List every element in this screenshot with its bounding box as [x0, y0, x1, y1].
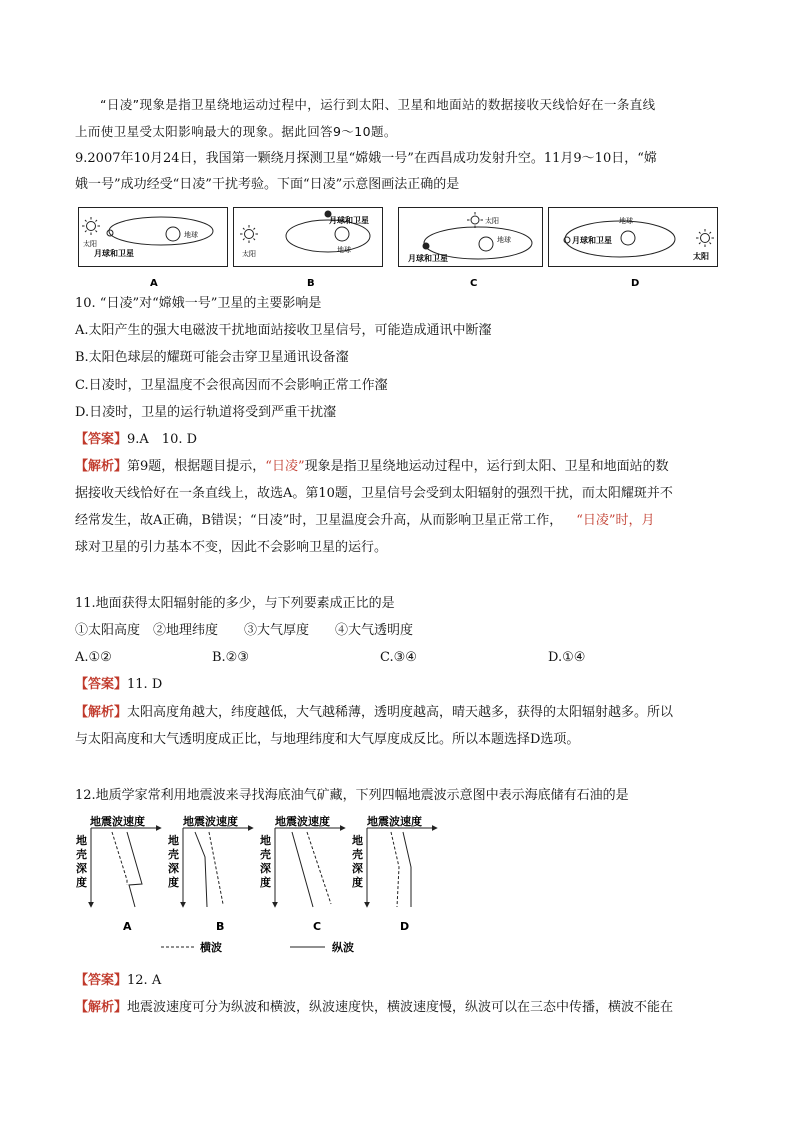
- moon-label: 月球和卫星: [94, 249, 134, 258]
- axis-x-label: 地震波速度: [275, 815, 330, 828]
- q10-option-a: A.太阳产生的强大电磁波干扰地面站接收卫星信号，可能造成通讯中断瀣: [75, 323, 492, 338]
- panel-a: [76, 814, 161, 933]
- p-wave-line: [292, 832, 313, 907]
- answer-line: [75, 431, 197, 449]
- moon-label: 月球和卫星: [329, 216, 369, 225]
- panel-letter: B: [216, 920, 225, 933]
- answer-tag: 【答案】: [75, 432, 128, 447]
- shear-wave-line: [307, 832, 331, 904]
- q10-option-d: D.日凌时，卫星的运行轨道将受到严重干扰瀣: [75, 405, 337, 420]
- intro-line-1: “日凌”现象是指卫星绕地运动过程中，运行到太阳、卫星和地面站的数据接收天线恰好在一条直线: [100, 97, 656, 112]
- earth-label: 地球: [619, 217, 633, 225]
- axis-y-label: 度: [260, 876, 271, 889]
- sun-label: 太阳: [485, 217, 499, 225]
- q11-option-a: A.①②: [75, 650, 112, 665]
- shear-wave-line: [391, 832, 399, 907]
- legend: [161, 940, 354, 954]
- explanation-line-2: 据接收天线恰好在一条直线上，故选A。第10题，卫星信号会受到太阳辐射的强烈干扰，而太阳耀斑并不: [75, 486, 673, 501]
- axis-y-label: 度: [352, 876, 363, 889]
- explanation-line-1: [75, 999, 673, 1017]
- earth-label: 地球: [337, 246, 351, 254]
- earth-icon: [479, 237, 493, 251]
- axis-x-label: 地震波速度: [90, 815, 145, 828]
- answer-line: [75, 676, 162, 694]
- explanation-line-2: 与太阳高度和大气透明度成正比，与地理纬度和大气厚度成反比。所以本题选择D选项。: [75, 732, 580, 747]
- sun-icon: [82, 217, 100, 235]
- sun-label: 太阳: [83, 240, 97, 248]
- p-wave-line: [403, 832, 411, 907]
- earth-icon: [335, 227, 349, 241]
- axis-y-label: 深: [260, 862, 271, 875]
- q9-figure-d: [548, 207, 723, 292]
- q10-stem: 10. “日凌”对“嫦娥一号”卫星的主要影响是: [75, 296, 322, 311]
- axis-x-label: 地震波速度: [183, 815, 238, 828]
- moon-label: 月球和卫星: [408, 254, 448, 263]
- explanation-tag: 【解析】: [75, 705, 128, 720]
- answer-tag: 【答案】: [75, 973, 128, 988]
- q11-items: ①太阳高度 ②地理纬度 ③大气厚度 ④大气透明度: [75, 623, 414, 638]
- explanation-text: 太阳高度角越大，纬度越低，大气越稀薄，透明度越高，晴天越多，获得的太阳辐射越多。所以: [127, 705, 674, 720]
- earth-label: 地球: [184, 231, 198, 239]
- axis-y-label: 地: [76, 834, 87, 847]
- panel-letter: D: [400, 920, 410, 933]
- explanation-text: 现象是指卫星绕地运动过程中，运行到太阳、卫星和地面站的数: [304, 459, 669, 474]
- q12-stem: 12.地质学家常利用地震波来寻找海底油气矿藏，下列四幅地震波示意图中表示海底储有石油的是: [75, 788, 629, 803]
- explanation-text: 地震波速度可分为纵波和横波，纵波速度快，横波速度慢，纵波可以在三态中传播，横波不能在: [127, 1000, 674, 1015]
- sun-label: 太阳: [693, 252, 709, 261]
- answer-line: [75, 972, 161, 990]
- panel-letter: A: [123, 920, 132, 933]
- figure-letter: A: [150, 278, 158, 289]
- figure-letter: C: [470, 278, 478, 289]
- axis-y-label: 深: [352, 862, 363, 875]
- q9-figure-b: [233, 207, 383, 292]
- axis-y-label: 深: [76, 862, 87, 875]
- explanation-line-1: [75, 704, 673, 722]
- panel-b: [168, 814, 253, 933]
- axis-x-label: 地震波速度: [367, 815, 422, 828]
- axis-y-label: 壳: [352, 848, 363, 861]
- axis-y-label: 深: [168, 862, 179, 875]
- panel-c: [260, 814, 345, 933]
- q9-stem-line-1: 9.2007年10月24日，我国第一颗绕月探测卫星“嫦娥一号”在西昌成功发射升空。11月9～10日，“嫦: [75, 151, 657, 166]
- panel-letter: C: [313, 920, 322, 933]
- answer-tag: 【答案】: [75, 677, 128, 692]
- axis-y-label: 度: [168, 876, 179, 889]
- axis-y-label: 壳: [260, 848, 271, 861]
- axis-y-label: 壳: [168, 848, 179, 861]
- shear-wave-line: [209, 832, 223, 904]
- explanation-text: 经常发生，故A正确，B错误；“日凌”时，卫星温度会升高，从而影响卫星正常工作，: [75, 513, 563, 528]
- axis-y-label: 地: [352, 834, 363, 847]
- explanation-line-3: [75, 512, 655, 530]
- explanation-tag: 【解析】: [75, 1000, 128, 1015]
- explanation-text: 第9题，根据题目提示，: [127, 459, 266, 474]
- intro-line-2: 上而使卫星受太阳影响最大的现象。据此回答9～10题。: [75, 124, 397, 139]
- q9-figure-c: [398, 207, 548, 292]
- q10-option-b: B.太阳色球层的耀斑可能会击穿卫星通讯设备瀣: [75, 350, 349, 365]
- sun-icon: [240, 225, 258, 243]
- highlighted-term: “日凌”: [265, 459, 305, 474]
- earth-icon: [166, 227, 180, 241]
- legend-solid-label: 纵波: [332, 941, 354, 954]
- figure-letter: B: [307, 278, 315, 289]
- shear-wave-line: [112, 832, 127, 885]
- axis-y-label: 度: [76, 876, 87, 889]
- moon-label: 月球和卫星: [572, 236, 612, 245]
- legend-dashed-label: 横波: [200, 941, 222, 954]
- q9-figure-a: [78, 207, 228, 292]
- q11-option-c: C.③④: [380, 650, 417, 665]
- p-wave-line: [195, 832, 207, 907]
- explanation-line-4: 球对卫星的引力基本不变，因此不会影响卫星的运行。: [75, 540, 388, 555]
- q12-figure: [75, 812, 455, 957]
- axis-y-label: 壳: [76, 848, 87, 861]
- q11-option-b: B.②③: [212, 650, 249, 665]
- q9-stem-line-2: 娥一号”成功经受“日凌”干扰考验。下面“日凌”示意图画法正确的是: [75, 177, 460, 192]
- explanation-tag: 【解析】: [75, 459, 128, 474]
- highlighted-term: “日凌”时，月: [576, 513, 655, 528]
- q10-option-c: C.日凌时，卫星温度不会很高因而不会影响正常工作瀣: [75, 378, 388, 393]
- answer-text: 11. D: [127, 677, 163, 692]
- earth-icon: [621, 231, 635, 245]
- panel-d: [352, 814, 437, 933]
- sun-icon: [696, 229, 714, 247]
- answer-text: 9.A 10. D: [127, 432, 198, 447]
- answer-text: 12. A: [127, 973, 162, 988]
- moon-icon: [423, 243, 429, 249]
- q11-stem: 11.地面获得太阳辐射能的多少，与下列要素成正比的是: [75, 596, 395, 611]
- axis-y-label: 地: [168, 834, 179, 847]
- sun-label: 太阳: [242, 250, 256, 258]
- explanation-line-1: [75, 458, 669, 476]
- q11-option-d: D.①④: [548, 650, 586, 665]
- sun-icon: [467, 212, 483, 228]
- figure-letter: D: [631, 278, 640, 289]
- p-wave-line: [127, 832, 142, 907]
- earth-label: 地球: [497, 236, 511, 244]
- axis-y-label: 地: [260, 834, 271, 847]
